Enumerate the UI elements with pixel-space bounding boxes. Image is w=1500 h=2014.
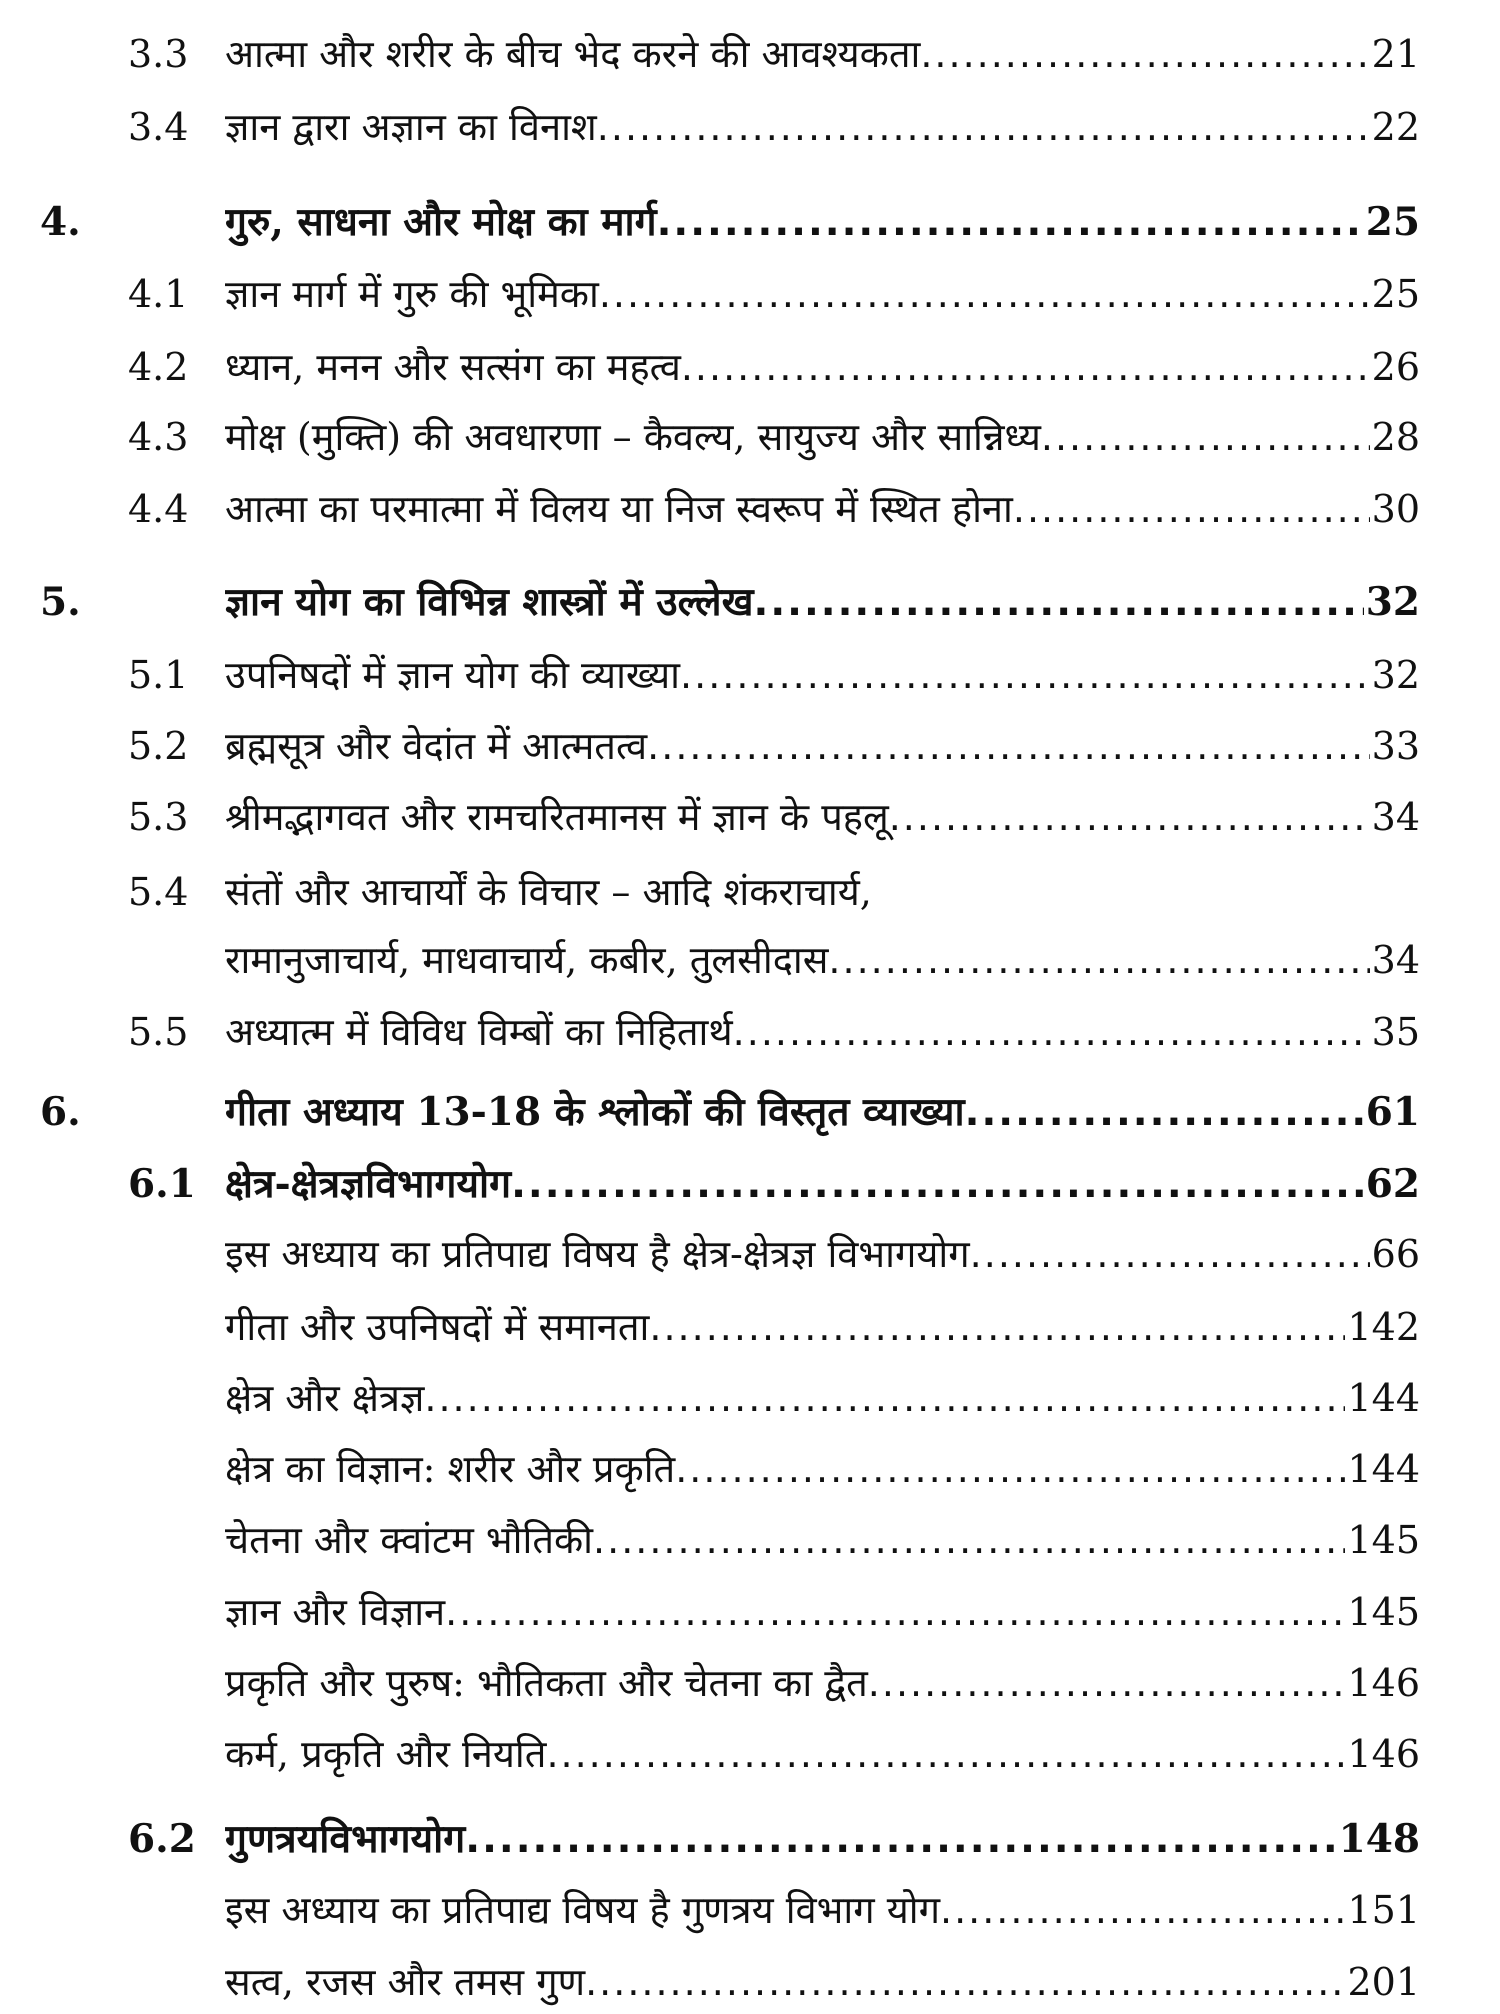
toc-entry-page: 32 (1365, 579, 1420, 625)
dot-leader (680, 643, 1370, 707)
toc-entry-title: श्रीमद्भागवत और रामचरितमानस में ज्ञान के पहलू (225, 795, 889, 839)
toc-entry[interactable] (0, 1508, 1500, 1572)
toc-entry-number: 4.4 (128, 487, 189, 531)
toc-entry-number: 5.1 (128, 653, 189, 697)
toc-entry-title: गुणत्रयविभागयोग (225, 1816, 466, 1862)
toc-entry[interactable] (0, 1651, 1500, 1715)
toc-entry-number: 6. (40, 1089, 81, 1135)
toc-entry-title: ज्ञान द्वारा अज्ञान का विनाश (225, 105, 597, 149)
dot-leader (511, 1153, 1364, 1216)
toc-entry-title: गीता और उपनिषदों में समानता (225, 1305, 650, 1349)
toc-entry-page: 35 (1371, 1010, 1420, 1054)
toc-entry-number: 4.1 (128, 272, 189, 316)
toc-entry-number: 5.3 (128, 795, 189, 839)
toc-entry[interactable] (0, 22, 1500, 86)
toc-entry-number: 5.2 (128, 724, 189, 768)
toc-entry-page: 146 (1347, 1732, 1420, 1776)
toc-entry[interactable] (0, 1000, 1500, 1064)
toc-entry[interactable] (0, 405, 1500, 469)
dot-leader (681, 335, 1370, 399)
dot-leader (733, 1000, 1370, 1064)
toc-entry-title: ब्रह्मसूत्र और वेदांत में आत्मतत्व (225, 724, 648, 768)
toc-entry-page: 30 (1371, 487, 1420, 531)
toc-entry[interactable] (0, 190, 1500, 254)
toc-entry-title: मोक्ष (मुक्ति) की अवधारणा – कैवल्य, सायुज्य और सान्निध्य (225, 415, 1041, 459)
toc-entry-page: 151 (1347, 1888, 1420, 1932)
dot-leader (647, 714, 1369, 778)
toc-entry[interactable] (0, 1222, 1500, 1286)
toc-entry-number: 4.3 (128, 415, 189, 459)
toc-entry-page: 21 (1371, 32, 1420, 76)
toc-entry-number: 4.2 (128, 345, 189, 389)
dot-leader (649, 1295, 1345, 1359)
toc-entry[interactable] (0, 714, 1500, 778)
dot-leader (828, 928, 1369, 992)
toc-entry-number: 3.3 (128, 32, 189, 76)
toc-entry[interactable] (0, 643, 1500, 707)
toc-entry-page: 28 (1371, 415, 1420, 459)
toc-entry-page: 25 (1365, 199, 1420, 245)
toc-entry[interactable] (0, 785, 1500, 849)
dot-leader (889, 785, 1370, 849)
toc-entry-title: चेतना और क्वांटम भौतिकी (225, 1518, 594, 1562)
dot-leader (546, 1722, 1345, 1786)
toc-entry-title: इस अध्याय का प्रतिपाद्य विषय है क्षेत्र-क्षेत्रज्ञ विभागयोग (225, 1232, 970, 1276)
toc-entry-number: 6.2 (128, 1816, 196, 1862)
toc-entry-page: 66 (1371, 1232, 1420, 1276)
toc-entry-title: गुरु, साधना और मोक्ष का मार्ग (225, 199, 657, 245)
toc-entry-page: 33 (1371, 724, 1420, 768)
toc-entry[interactable] (0, 1437, 1500, 1501)
toc-entry-title: क्षेत्र का विज्ञान: शरीर और प्रकृति (225, 1447, 676, 1491)
toc-entry-title: क्षेत्र-क्षेत्रज्ञविभागयोग (225, 1161, 512, 1207)
toc-entry-title: आत्मा और शरीर के बीच भेद करने की आवश्यकता (225, 32, 921, 76)
dot-leader (675, 1437, 1345, 1501)
toc-entry-title-continued: रामानुजाचार्य, माधवाचार्य, कबीर, तुलसीदास (225, 938, 829, 982)
toc-entry-page: 26 (1371, 345, 1420, 389)
toc-entry-page: 34 (1371, 938, 1420, 982)
dot-leader (754, 571, 1364, 634)
dot-leader (965, 1081, 1364, 1144)
toc-entry-page: 34 (1371, 795, 1420, 839)
toc-entry-page: 146 (1347, 1661, 1420, 1705)
toc-entry-number: 5. (40, 579, 81, 625)
toc-entry-page: 145 (1347, 1590, 1420, 1634)
toc-entry-title: संतों और आचार्यों के विचार – आदि शंकराचार्य, (225, 870, 872, 914)
toc-entry-page: 144 (1347, 1376, 1420, 1420)
toc-entry[interactable] (0, 335, 1500, 399)
dot-leader (593, 1508, 1345, 1572)
toc-entry[interactable] (0, 1878, 1500, 1942)
toc-entry[interactable] (0, 477, 1500, 541)
toc-entry[interactable] (0, 860, 1500, 924)
dot-leader (868, 1651, 1346, 1715)
dot-leader (597, 95, 1370, 159)
toc-entry[interactable] (0, 1580, 1500, 1644)
dot-leader (465, 1808, 1336, 1871)
toc-entry-title: प्रकृति और पुरुष: भौतिकता और चेतना का द्वैत (225, 1661, 868, 1705)
toc-entry-page: 201 (1347, 1960, 1420, 2004)
dot-leader (445, 1580, 1345, 1644)
toc-entry[interactable] (0, 1950, 1500, 2014)
dot-leader (920, 22, 1369, 86)
toc-entry-title: ज्ञान मार्ग में गुरु की भूमिका (225, 272, 599, 316)
dot-leader (599, 262, 1370, 326)
dot-leader (657, 191, 1364, 254)
toc-entry-page: 62 (1365, 1161, 1420, 1207)
toc-entry[interactable] (0, 1366, 1500, 1430)
toc-entry[interactable] (0, 95, 1500, 159)
toc-entry[interactable] (0, 1722, 1500, 1786)
toc-entry-title: क्षेत्र और क्षेत्रज्ञ (225, 1376, 425, 1420)
toc-entry-title: ज्ञान योग का विभिन्न शास्त्रों में उल्लेख (225, 579, 754, 625)
toc-entry[interactable] (0, 1807, 1500, 1871)
dot-leader (970, 1222, 1370, 1286)
toc-entry-page: 145 (1347, 1518, 1420, 1562)
toc-entry[interactable] (0, 1295, 1500, 1359)
toc-entry-continuation[interactable] (0, 928, 1500, 992)
dot-leader (424, 1366, 1345, 1430)
toc-entry-page: 61 (1365, 1089, 1420, 1135)
toc-entry[interactable] (0, 262, 1500, 326)
toc-entry-title: अध्यात्म में विविध विम्बों का निहितार्थ (225, 1010, 733, 1054)
toc-entry-page: 25 (1371, 272, 1420, 316)
toc-entry-title: ज्ञान और विज्ञान (225, 1590, 446, 1634)
toc-entry-page: 144 (1347, 1447, 1420, 1491)
toc-entry[interactable] (0, 1152, 1500, 1216)
toc-entry-title: सत्व, रजस और तमस गुण (225, 1960, 586, 2004)
toc-entry-number: 3.4 (128, 105, 189, 149)
toc-entry-title: इस अध्याय का प्रतिपाद्य विषय है गुणत्रय विभाग योग (225, 1888, 940, 1932)
toc-entry-page: 32 (1371, 653, 1420, 697)
toc-entry-page: 142 (1347, 1305, 1420, 1349)
toc-entry-title: आत्मा का परमात्मा में विलय या निज स्वरूप में स्थित होना (225, 487, 1013, 531)
dot-leader (1013, 477, 1370, 541)
toc-entry-number: 4. (40, 199, 81, 245)
toc-entry-title: गीता अध्याय 13-18 के श्लोकों की विस्तृत व्याख्या (225, 1089, 965, 1135)
toc-entry-number: 5.4 (128, 870, 189, 914)
toc-entry-number: 5.5 (128, 1010, 189, 1054)
toc-entry[interactable] (0, 1080, 1500, 1144)
toc-entry-title: उपनिषदों में ज्ञान योग की व्याख्या (225, 653, 681, 697)
toc-entry-number: 6.1 (128, 1161, 196, 1207)
dot-leader (1041, 405, 1370, 469)
dot-leader (940, 1878, 1345, 1942)
toc-entry-page: 148 (1338, 1816, 1420, 1862)
toc-entry-title: ध्यान, मनन और सत्संग का महत्व (225, 345, 681, 389)
toc-entry[interactable] (0, 570, 1500, 634)
toc-entry-title: कर्म, प्रकृति और नियति (225, 1732, 547, 1776)
dot-leader (585, 1950, 1345, 2014)
toc-entry-page: 22 (1371, 105, 1420, 149)
